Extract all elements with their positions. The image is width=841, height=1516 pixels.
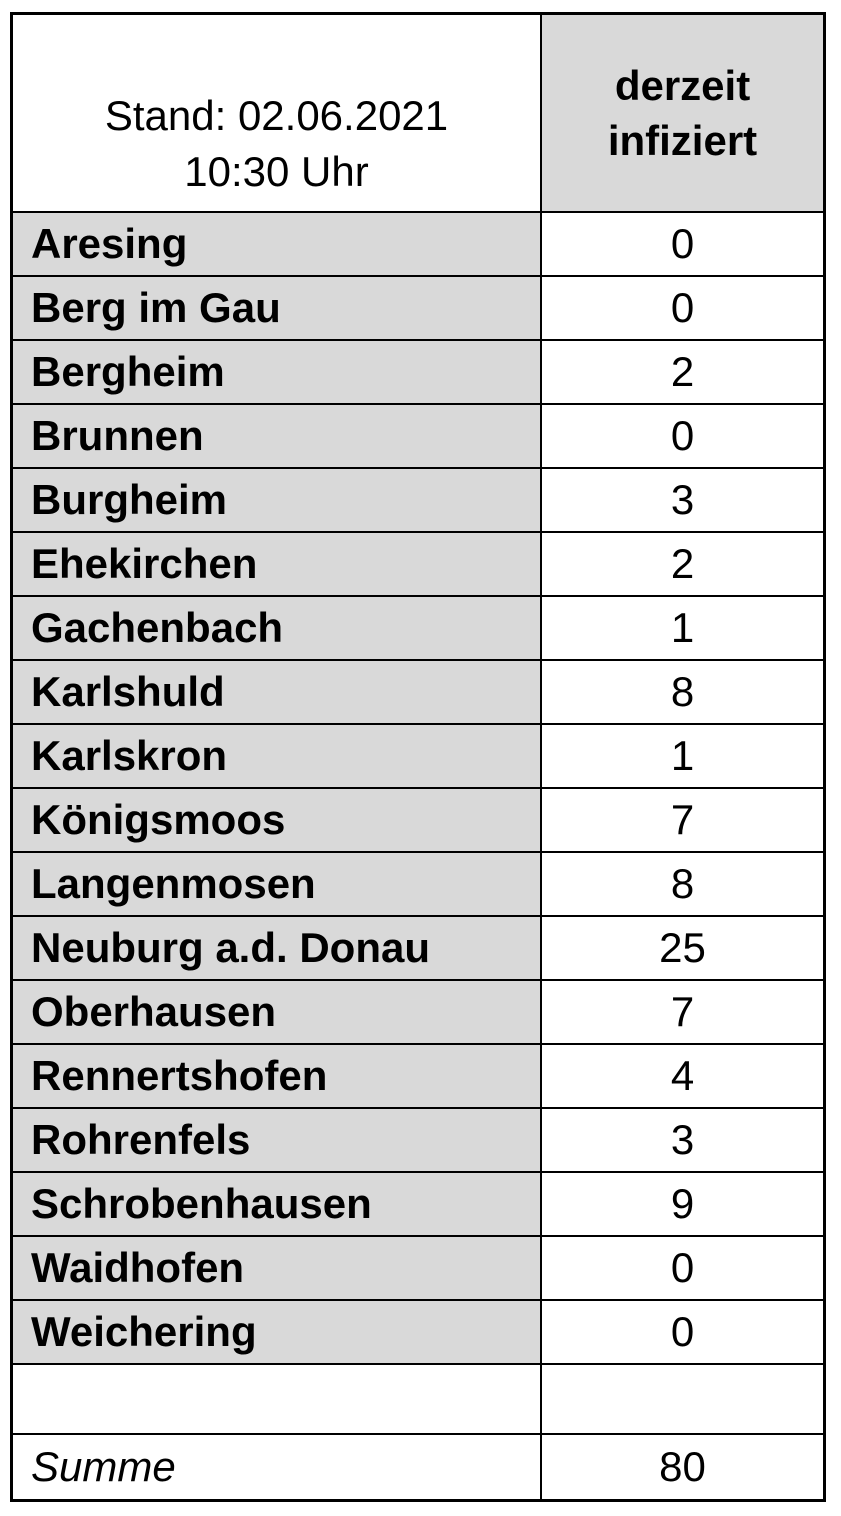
infected-count: 0 — [542, 277, 823, 339]
table-header-date — [13, 15, 540, 211]
infected-count: 2 — [542, 533, 823, 595]
infected-count: 0 — [542, 213, 823, 275]
municipality-name: Neuburg a.d. Donau — [13, 917, 540, 979]
infected-count: 9 — [542, 1173, 823, 1235]
municipality-name: Königsmoos — [13, 789, 540, 851]
header-infected-line1: derzeit — [614, 61, 751, 109]
infected-count: 2 — [542, 341, 823, 403]
infection-table — [10, 12, 826, 1502]
infected-count: 7 — [542, 981, 823, 1043]
infected-count: 3 — [542, 469, 823, 531]
municipality-name: Weichering — [13, 1301, 540, 1363]
empty-cell — [542, 1365, 823, 1433]
municipality-name: Gachenbach — [13, 597, 540, 659]
municipality-name: Waidhofen — [13, 1237, 540, 1299]
infected-count: 4 — [542, 1045, 823, 1107]
header-time-line: 10:30 Uhr — [184, 147, 369, 195]
municipality-name: Burgheim — [13, 469, 540, 531]
municipality-name: Rohrenfels — [13, 1109, 540, 1171]
infected-count: 1 — [542, 725, 823, 787]
infected-count: 7 — [542, 789, 823, 851]
municipality-name: Karlshuld — [13, 661, 540, 723]
infected-count: 0 — [542, 405, 823, 467]
infected-count: 3 — [542, 1109, 823, 1171]
empty-cell — [13, 1365, 540, 1433]
infected-count: 8 — [542, 853, 823, 915]
infected-count: 8 — [542, 661, 823, 723]
municipality-name: Karlskron — [13, 725, 540, 787]
municipality-name: Ehekirchen — [13, 533, 540, 595]
municipality-name: Brunnen — [13, 405, 540, 467]
municipality-name: Bergheim — [13, 341, 540, 403]
infected-count: 0 — [542, 1237, 823, 1299]
infected-count: 1 — [542, 597, 823, 659]
header-infected-line2: infiziert — [607, 117, 758, 164]
municipality-name: Langenmosen — [13, 853, 540, 915]
header-date-line: Stand: 02.06.2021 — [104, 92, 449, 140]
municipality-name: Rennertshofen — [13, 1045, 540, 1107]
summary-total: 80 — [542, 1435, 823, 1499]
municipality-name: Berg im Gau — [13, 277, 540, 339]
municipality-name: Oberhausen — [13, 981, 540, 1043]
municipality-name: Aresing — [13, 213, 540, 275]
infected-count: 25 — [542, 917, 823, 979]
table-header-infected — [542, 15, 823, 211]
summary-label: Summe — [13, 1435, 540, 1499]
municipality-name: Schrobenhausen — [13, 1173, 540, 1235]
infected-count: 0 — [542, 1301, 823, 1363]
